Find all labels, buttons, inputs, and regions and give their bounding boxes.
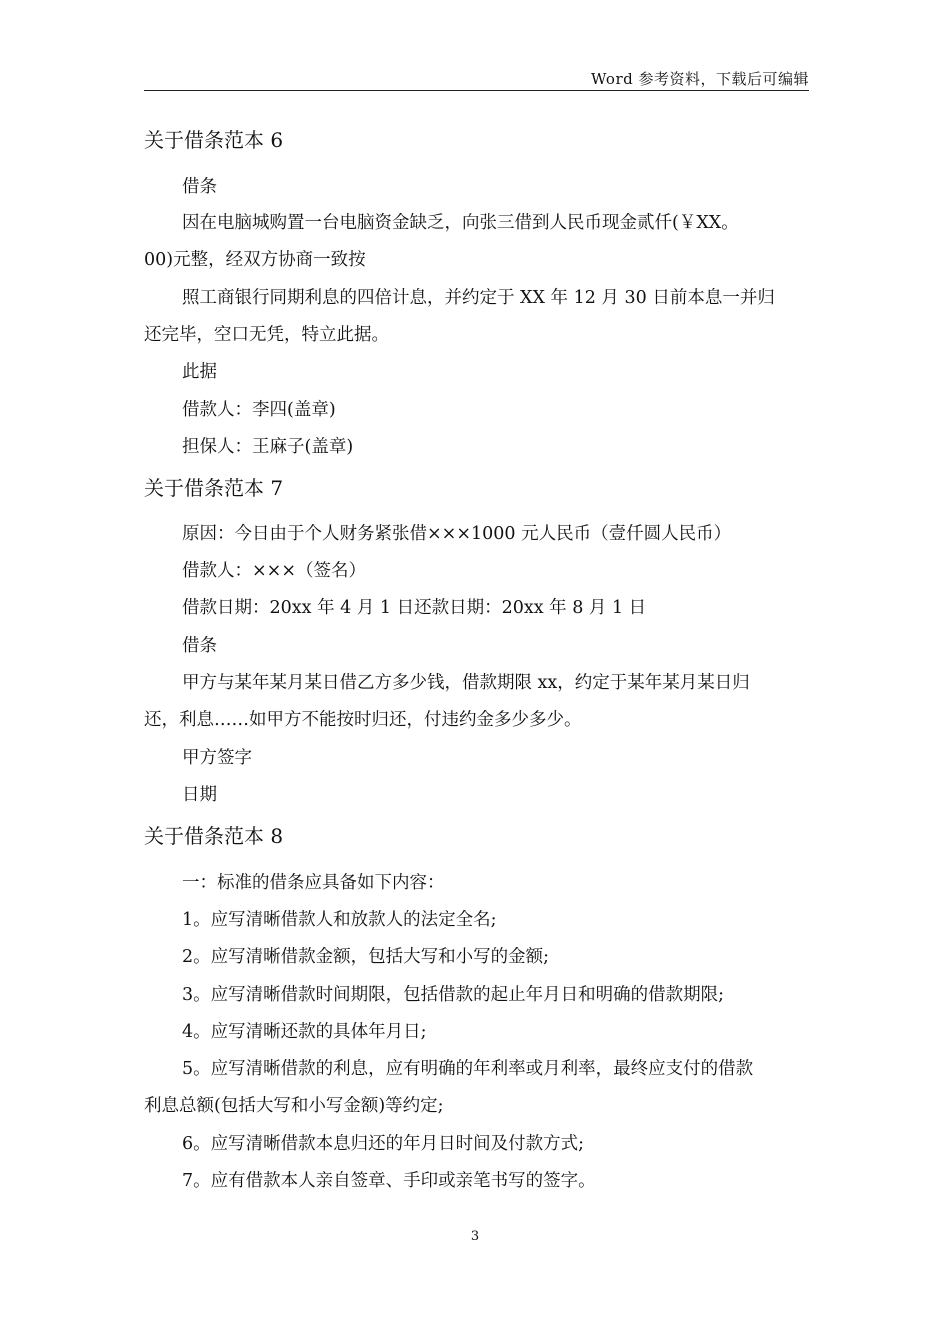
paragraph: 担保人：王麻子(盖章) <box>182 437 354 457</box>
paragraph: 还，利息……如甲方不能按时归还，付违约金多少多少。 <box>144 710 582 730</box>
paragraph: 借款人：李四(盖章) <box>182 400 336 420</box>
paragraph: 借条 <box>182 636 217 656</box>
list-item: 6。应写清晰借款本息归还的年月日时间及付款方式; <box>182 1134 585 1154</box>
section-8-title: 关于借条范本 8 <box>144 824 284 848</box>
paragraph: 借款人：×××（签名） <box>182 561 366 581</box>
list-item: 5。应写清晰借款的利息，应有明确的年利率或月利率，最终应支付的借款 <box>182 1059 754 1079</box>
header-divider <box>144 90 809 91</box>
paragraph: 甲方签字 <box>182 748 252 768</box>
page-number: 3 <box>470 1229 480 1244</box>
paragraph: 原因：今日由于个人财务紧张借×××1000 元人民币（壹仟圆人民币） <box>182 524 732 544</box>
list-item: 3。应写清晰借款时间期限，包括借款的起止年月日和明确的借款期限; <box>182 985 725 1005</box>
list-item: 4。应写清晰还款的具体年月日; <box>182 1022 427 1042</box>
paragraph: 甲方与某年某月某日借乙方多少钱，借款期限 xx，约定于某年某月某日归 <box>182 673 750 693</box>
paragraph: 因在电脑城购置一台电脑资金缺乏，向张三借到人民币现金贰仟(￥XX。 <box>182 213 739 233</box>
paragraph: 一：标准的借条应具备如下内容： <box>182 873 445 893</box>
list-item: 利息总额(包括大写和小写金额)等约定; <box>144 1096 444 1116</box>
page-header: Word 参考资料，下载后可编辑 <box>591 70 809 88</box>
paragraph: 还完毕，空口无凭，特立此据。 <box>144 325 389 345</box>
paragraph: 日期 <box>182 785 217 805</box>
list-item: 1。应写清晰借款人和放款人的法定全名; <box>182 910 497 930</box>
section-7-title: 关于借条范本 7 <box>144 476 284 500</box>
section-6-title: 关于借条范本 6 <box>144 128 284 152</box>
paragraph: 此据 <box>182 362 217 382</box>
paragraph: 借款日期：20xx 年 4 月 1 日还款日期：20xx 年 8 月 1 日 <box>182 598 647 618</box>
paragraph: 照工商银行同期利息的四倍计息，并约定于 XX 年 12 月 30 日前本息一并归 <box>182 288 775 308</box>
list-item: 2。应写清晰借款金额，包括大写和小写的金额; <box>182 947 550 967</box>
list-item: 7。应有借款本人亲自签章、手印或亲笔书写的签字。 <box>182 1171 596 1191</box>
paragraph: 借条 <box>182 177 217 197</box>
paragraph: 00)元整，经双方协商一致按 <box>144 250 366 270</box>
